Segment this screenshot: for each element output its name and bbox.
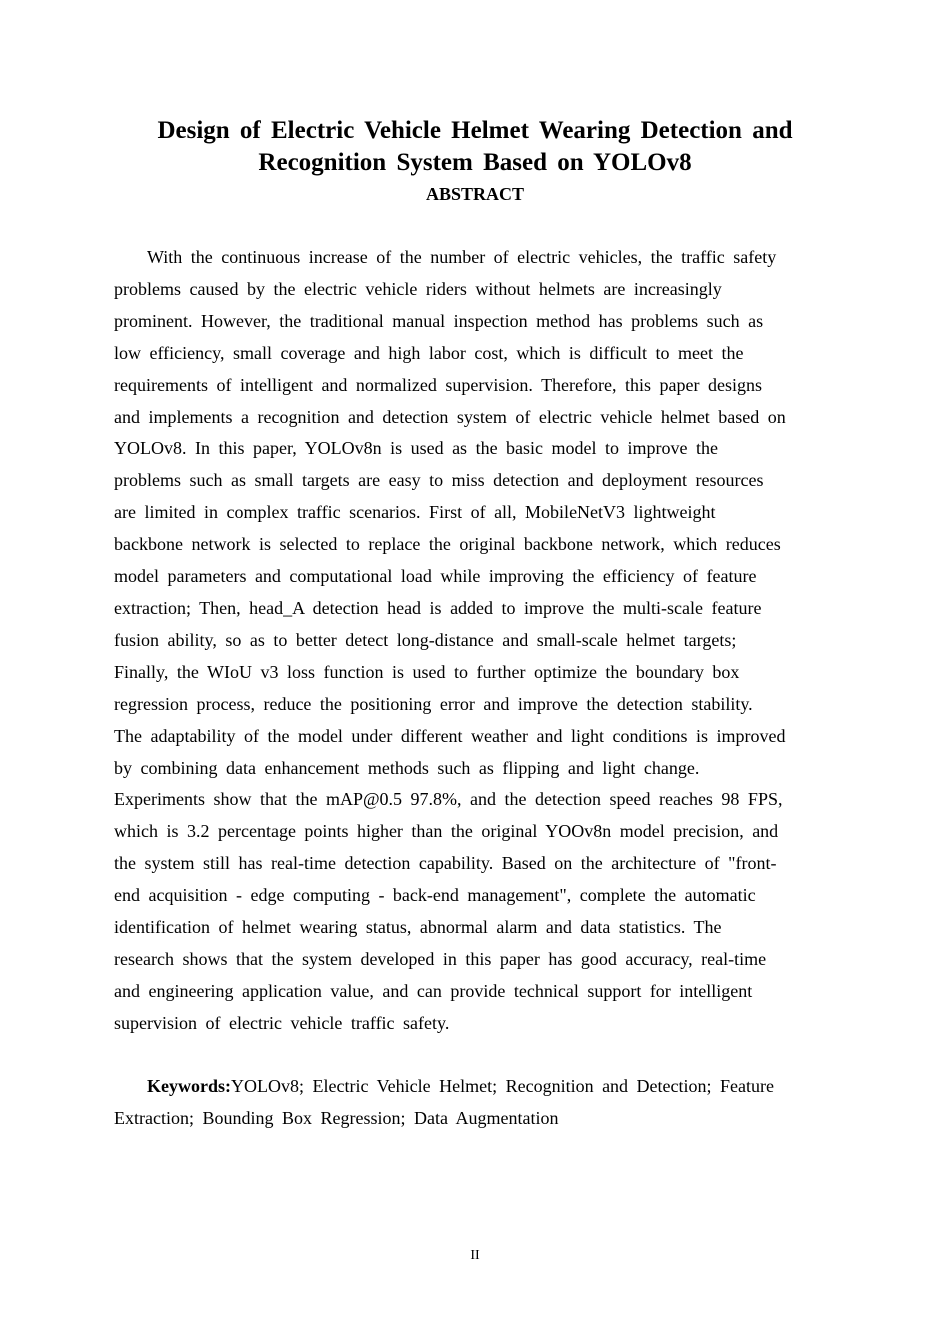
abstract-line: research shows that the system developed in this paper has good accuracy, real-time: [114, 948, 767, 969]
abstract-line: extraction; Then, head_A detection head is added to improve the multi-scale feature: [114, 597, 762, 618]
abstract-line: low efficiency, small coverage and high labor cost, which is difficult to meet the: [114, 342, 744, 363]
keywords-line-1: [114, 1071, 838, 1103]
abstract-line: problems such as small targets are easy to miss detection and deployment resources: [114, 470, 764, 491]
paper-title-line-2: Recognition System Based on YOLOv8: [258, 149, 692, 176]
abstract-line: prominent. However, the traditional manual inspection method has problems such as: [114, 310, 764, 331]
paper-title-line-1: Design of Electric Vehicle Helmet Wearing Detection and: [157, 117, 793, 144]
abstract-line: With the continuous increase of the number of electric vehicles, the traffic safety: [147, 247, 777, 267]
abstract-line: The adaptability of the model under different weather and light conditions is improved: [114, 725, 786, 746]
abstract-line: end acquisition - edge computing - back-end management", complete the automatic: [114, 885, 756, 906]
abstract-line: regression process, reduce the positioning error and improve the detection stability.: [114, 693, 753, 714]
abstract-line: supervision of electric vehicle traffic safety.: [114, 1012, 450, 1033]
abstract-body: [114, 242, 838, 1040]
keywords-label: Keywords:: [147, 1076, 231, 1096]
abstract-line: and engineering application value, and can provide technical support for intelligent: [114, 980, 753, 1001]
abstract-line: are limited in complex traffic scenarios. First of all, MobileNetV3 lightweight: [114, 502, 716, 523]
abstract-line: which is 3.2 percentage points higher than the original YOOv8n model precision, and: [114, 821, 779, 842]
abstract-line: problems caused by the electric vehicle riders without helmets are increasingly: [114, 278, 722, 299]
abstract-line: and implements a recognition and detection system of electric vehicle helmet based on: [114, 406, 786, 427]
keywords-line-2: Extraction; Bounding Box Regression; Data Augmentation: [114, 1107, 559, 1128]
abstract-line: identification of helmet wearing status, abnormal alarm and data statistics. The: [114, 917, 722, 938]
abstract-line: Experiments show that the mAP@0.5 97.8%, and the detection speed reaches 98 FPS,: [114, 789, 783, 810]
abstract-line: by combining data enhancement methods such as flipping and light change.: [114, 757, 700, 778]
abstract-heading: ABSTRACT: [425, 184, 525, 204]
abstract-line: backbone network is selected to replace the original backbone network, which reduces: [114, 534, 781, 555]
abstract-line: the system still has real-time detection capability. Based on the architecture of "front-: [114, 853, 777, 874]
keywords-text-1: YOLOv8; Electric Vehicle Helmet; Recognition and Detection; Feature: [231, 1076, 775, 1096]
abstract-line: model parameters and computational load while improving the efficiency of feature: [114, 566, 757, 587]
abstract-line: Finally, the WIoU v3 loss function is used to further optimize the boundary box: [114, 661, 740, 682]
abstract-line: YOLOv8. In this paper, YOLOv8n is used as the basic model to improve the: [114, 438, 719, 459]
abstract-line: requirements of intelligent and normalized supervision. Therefore, this paper designs: [114, 374, 762, 395]
paper-title: [100, 115, 850, 179]
abstract-line: fusion ability, so as to better detect long-distance and small-scale helmet targets;: [114, 629, 737, 650]
keywords-section: [114, 1071, 838, 1135]
page-number: II: [470, 1248, 480, 1263]
